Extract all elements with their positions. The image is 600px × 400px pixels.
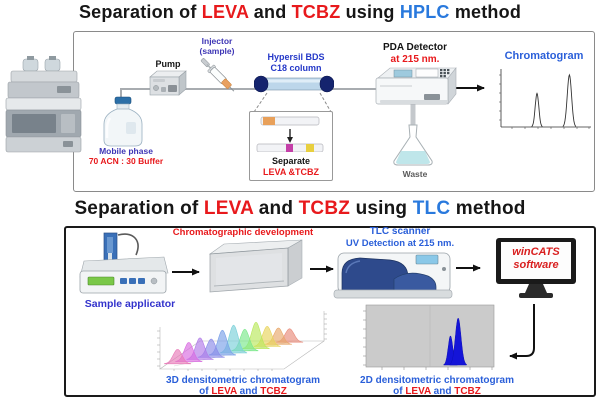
caption-2d: [357, 376, 517, 397]
chromatogram-title: Chromatogram: [504, 50, 584, 62]
tlc-scanner: [332, 243, 456, 301]
mobile-phase-bottle: [98, 96, 148, 148]
caption-2d-and: and: [430, 385, 455, 397]
scanner-label-line2: UV Detection at 215 nm.: [345, 238, 455, 249]
waste-flask: [391, 124, 435, 168]
hplc-title-t4: method: [449, 2, 522, 22]
hplc-chromatogram-plot: [493, 63, 595, 137]
mobile-phase-line1: Mobile phase: [99, 146, 153, 156]
pump-graphic: [148, 68, 188, 98]
injector-syringe: [196, 55, 240, 97]
hplc-title-t1: Separation of: [78, 2, 202, 22]
densitogram-3d-plot: [148, 303, 332, 377]
tlc-title-leva: LEVA: [203, 198, 254, 219]
tlc-scanner-graphic: [332, 243, 456, 301]
caption-3d-leva: LEVA: [211, 385, 237, 397]
bottle-graphic: [98, 96, 148, 148]
separate-label-line2: LEVA &TCBZ: [263, 167, 319, 177]
pump: [148, 68, 188, 98]
column-label-line2: C18 column: [270, 62, 322, 73]
caption-3d-line2: [148, 387, 338, 398]
densitogram-2d: [356, 303, 498, 375]
pda-label-line1: PDA Detector: [382, 42, 448, 53]
mobile-phase-line2: 70 ACN : 30 Buffer: [88, 156, 164, 167]
densitogram-3d: [148, 303, 332, 377]
injector-label-line1: Injector: [201, 36, 233, 46]
sample-applicator: [76, 231, 172, 297]
zoom-line-right: [320, 93, 331, 112]
pump-label: Pump: [155, 59, 181, 69]
column-label-line1: Hypersil BDS: [267, 52, 325, 62]
injector-label-line2: (sample): [199, 46, 235, 57]
caption-2d-of: of: [393, 385, 406, 397]
injector-label: [186, 36, 248, 56]
hplc-title-method: HPLC: [399, 2, 450, 22]
pda-detector-label: [360, 42, 470, 66]
tlc-title-method: TLC: [412, 198, 451, 219]
hplc-title-tcbz: TCBZ: [291, 2, 341, 22]
column-zoom-graphic: [250, 112, 332, 152]
pda-detector: [372, 64, 460, 108]
pda-detector-graphic: [372, 64, 460, 108]
arrow-software-to-2d: [510, 304, 534, 356]
scanner-label-line1: TLC scanner: [369, 226, 431, 237]
tlc-title-t4: method: [450, 198, 526, 219]
pda-label-line2: at 215 nm.: [390, 54, 440, 65]
caption-2d-tcbz: TCBZ: [454, 385, 481, 397]
sample-applicator-graphic: [76, 231, 172, 297]
hplc-chromatogram: [493, 63, 595, 137]
sample-applicator-label: Sample applicator: [84, 298, 176, 310]
separate-label-line1: Separate: [271, 156, 311, 166]
densitogram-2d-plot: [356, 303, 498, 375]
hplc-column: [254, 74, 334, 94]
development-label: Chromatographic development: [172, 227, 314, 238]
hplc-title-leva: LEVA: [201, 2, 249, 22]
wincats-label: [500, 246, 572, 272]
wincats-line1: winCATS: [512, 246, 560, 258]
caption-3d-tcbz: TCBZ: [260, 385, 287, 397]
hplc-title-t2: and: [248, 2, 292, 22]
tlc-title-t1: Separation of: [74, 198, 204, 219]
tlc-title-t3: using: [350, 198, 413, 219]
hplc-title-t3: using: [340, 2, 400, 22]
caption-3d: [148, 376, 338, 397]
caption-2d-line1: 2D densitometric chromatogram: [360, 375, 514, 386]
wincats-monitor: [494, 236, 580, 304]
column-label: [250, 52, 342, 74]
column-graphic: [254, 74, 334, 94]
caption-3d-of: of: [199, 385, 212, 397]
tlc-title-t2: and: [253, 198, 299, 219]
tlc-title-tcbz: TCBZ: [298, 198, 351, 219]
waste-label: Waste: [402, 169, 428, 179]
column-zoom-box: [249, 111, 333, 181]
caption-3d-and: and: [236, 385, 261, 397]
mobile-phase-label: [76, 146, 176, 166]
caption-2d-line2: [357, 387, 517, 398]
waste-flask-graphic: [391, 124, 435, 168]
wincats-line2: software: [513, 259, 559, 272]
development-chamber: [206, 238, 306, 294]
syringe-graphic: [196, 55, 240, 97]
chamber-graphic: [206, 238, 306, 294]
zoom-line-left: [254, 93, 267, 112]
caption-3d-line1: 3D densitometric chromatogram: [166, 375, 320, 386]
caption-2d-leva: LEVA: [405, 385, 431, 397]
